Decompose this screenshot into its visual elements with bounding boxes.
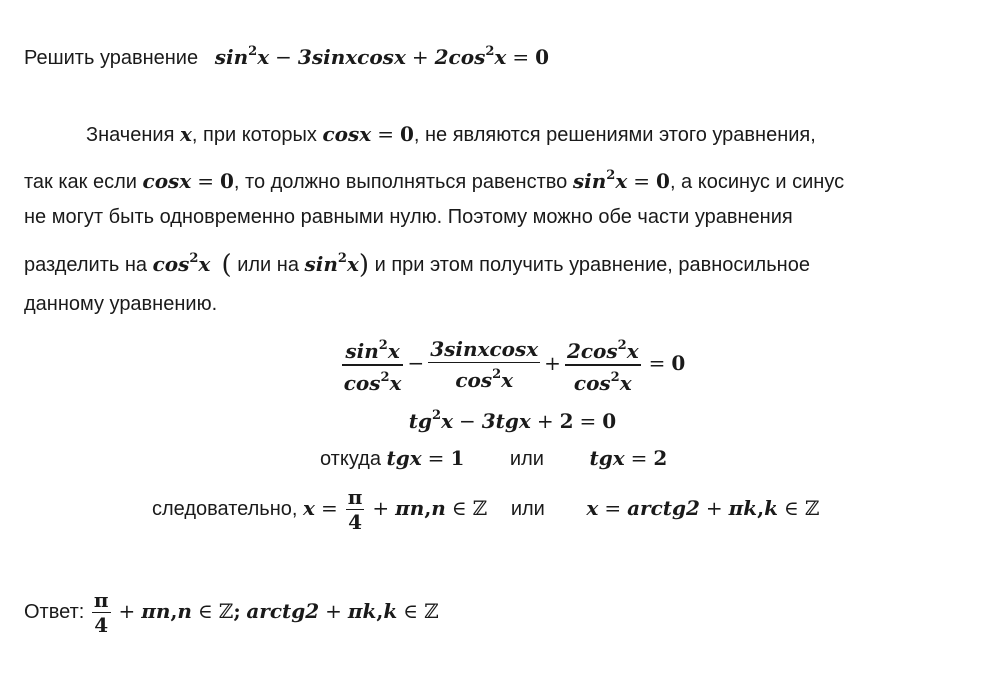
- math-var: k: [764, 496, 778, 520]
- math-op: −: [407, 351, 425, 376]
- math-op: ,: [424, 496, 432, 520]
- math-term: arctg2: [627, 496, 700, 520]
- math-exp: 2: [492, 367, 502, 382]
- fraction-1: [340, 334, 406, 396]
- eq-term: sin: [214, 45, 249, 69]
- math-term: cosx: [322, 122, 372, 146]
- text: так как если: [24, 171, 137, 193]
- math-term: x: [198, 252, 211, 276]
- math-var: x: [303, 496, 315, 520]
- math-term: 4: [94, 613, 109, 638]
- math-term: 0: [602, 409, 617, 433]
- text: , а косинус и синус: [669, 171, 845, 193]
- math-exp: 2: [378, 338, 388, 353]
- problem-statement: [24, 38, 549, 72]
- math-term: 2cos: [566, 339, 618, 363]
- math-op: =: [427, 446, 445, 470]
- math-exp: 2: [610, 369, 620, 385]
- text: Значения: [86, 124, 175, 146]
- math-op: =: [377, 122, 394, 146]
- text: и при этом получить уравнение, равносильное: [374, 254, 810, 276]
- fraction-pi-over-4: [344, 485, 367, 535]
- math-term: x: [346, 252, 359, 276]
- eq-op: +: [411, 45, 429, 69]
- equation-fractions: [0, 334, 985, 396]
- eq-term: x: [257, 45, 270, 69]
- integers-symbol: ℤ: [424, 599, 439, 623]
- math-exp: 2: [189, 251, 199, 266]
- paragraph-line-2: [24, 162, 844, 196]
- text: откуда: [320, 448, 381, 470]
- math-exp: 2: [606, 168, 616, 183]
- answer-line: [24, 583, 439, 640]
- math-exp: 2: [432, 408, 442, 423]
- math-term: 3tgx: [481, 409, 531, 433]
- math-var: x: [586, 496, 599, 520]
- paren-open: (: [221, 250, 232, 280]
- math-term: cos: [573, 370, 611, 395]
- paragraph-line-1: [86, 120, 816, 149]
- math-op: +: [325, 599, 342, 623]
- text: разделить на: [24, 254, 148, 276]
- math-term: 4: [348, 510, 362, 535]
- math-term: 2: [559, 409, 574, 433]
- math-op: =: [579, 409, 597, 433]
- math-op: ,: [170, 599, 178, 623]
- math-term: x: [389, 370, 402, 395]
- eq-op: −: [275, 45, 292, 69]
- math-term: 0: [399, 122, 414, 146]
- math-op: +: [372, 496, 390, 520]
- math-op: =: [633, 169, 651, 193]
- eq-term: 2cos: [434, 45, 486, 69]
- math-term: 0: [671, 351, 686, 376]
- eq-term: x: [494, 45, 507, 69]
- eq-term: 0: [535, 45, 550, 69]
- text: , то должно выполняться равенство: [233, 171, 568, 193]
- math-op: ∈: [197, 599, 213, 623]
- math-op: +: [544, 351, 561, 376]
- math-term: cos: [152, 252, 190, 276]
- math-term: sin: [345, 339, 379, 363]
- integers-symbol: ℤ: [218, 599, 234, 623]
- math-op: =: [630, 446, 648, 470]
- math-term: tgx: [589, 446, 625, 470]
- math-op: +: [536, 409, 554, 433]
- problem-equation: [214, 44, 550, 69]
- text: или: [510, 498, 545, 520]
- math-exp: 2: [380, 369, 390, 385]
- eq-exp: 2: [485, 44, 495, 59]
- text: , при которых: [191, 124, 317, 146]
- fraction-pi-over-4: [90, 588, 113, 638]
- math-term: sin: [304, 252, 338, 276]
- math-term: cos: [343, 370, 381, 395]
- math-var: x: [179, 122, 192, 146]
- math-op: +: [705, 496, 723, 520]
- math-op: ∈: [403, 599, 419, 623]
- math-term: 0: [656, 169, 670, 193]
- paragraph-line-5: данному уравнению.: [24, 293, 218, 315]
- text: следовательно,: [152, 498, 298, 520]
- math-term: tgx: [386, 446, 422, 470]
- math-op: ,: [757, 496, 765, 520]
- answer-label: Ответ:: [24, 601, 85, 623]
- math-term: x: [619, 370, 632, 395]
- math-term: πk: [728, 496, 758, 520]
- integers-symbol: ℤ: [804, 496, 820, 520]
- math-term: cos: [455, 368, 493, 392]
- math-op: +: [118, 599, 136, 623]
- math-term: x: [387, 339, 400, 363]
- math-term: x: [626, 339, 639, 363]
- math-op: =: [197, 169, 214, 193]
- math-op: =: [604, 496, 622, 520]
- math-term: x: [501, 368, 514, 392]
- eq-exp: 2: [248, 44, 258, 59]
- math-op: =: [320, 496, 338, 520]
- math-op: ,: [376, 599, 384, 623]
- equation-roots: [320, 444, 667, 473]
- paragraph-line-4: [24, 245, 810, 279]
- math-op: ∈: [784, 496, 799, 520]
- math-term: πn: [141, 599, 171, 623]
- text: , не являются решениями этого уравнения,: [413, 124, 816, 146]
- fraction-2: [426, 337, 542, 394]
- text: или: [509, 448, 544, 470]
- text: или на: [237, 254, 299, 276]
- paren-close: ): [358, 250, 370, 280]
- math-term: arctg2: [246, 599, 320, 623]
- math-term: π: [93, 587, 109, 612]
- math-var: n: [177, 599, 192, 623]
- equation-solution: [152, 480, 819, 537]
- math-var: k: [383, 599, 398, 623]
- eq-op: =: [512, 45, 530, 69]
- math-term: πn: [395, 496, 425, 520]
- integers-symbol: ℤ: [472, 496, 488, 520]
- math-term: x: [615, 169, 628, 193]
- math-op: =: [648, 351, 666, 376]
- math-term: 3sinxcosx: [430, 336, 539, 361]
- math-term: 1: [450, 446, 465, 470]
- eq-term: 3sinxcosx: [297, 45, 406, 69]
- math-term: π: [347, 484, 363, 509]
- math-term: tg: [408, 409, 433, 433]
- paragraph-line-3: не могут быть одновременно равными нулю. Поэтому можно обе части уравнения: [24, 206, 793, 228]
- math-term: sin: [572, 169, 607, 193]
- math-term: πk: [347, 599, 377, 623]
- math-term: 2: [653, 446, 668, 470]
- math-var: n: [431, 496, 446, 520]
- math-exp: 2: [617, 338, 627, 353]
- math-term: cosx: [142, 169, 192, 193]
- fraction-3: [563, 334, 643, 396]
- math-term: 0: [219, 169, 234, 193]
- math-op: ;: [233, 599, 241, 623]
- equation-tangent: [0, 402, 985, 436]
- math-op: −: [459, 409, 476, 433]
- math-op: ∈: [451, 496, 467, 520]
- problem-label: Решить уравнение: [24, 47, 199, 69]
- math-term: x: [441, 409, 453, 433]
- math-exp: 2: [337, 251, 347, 266]
